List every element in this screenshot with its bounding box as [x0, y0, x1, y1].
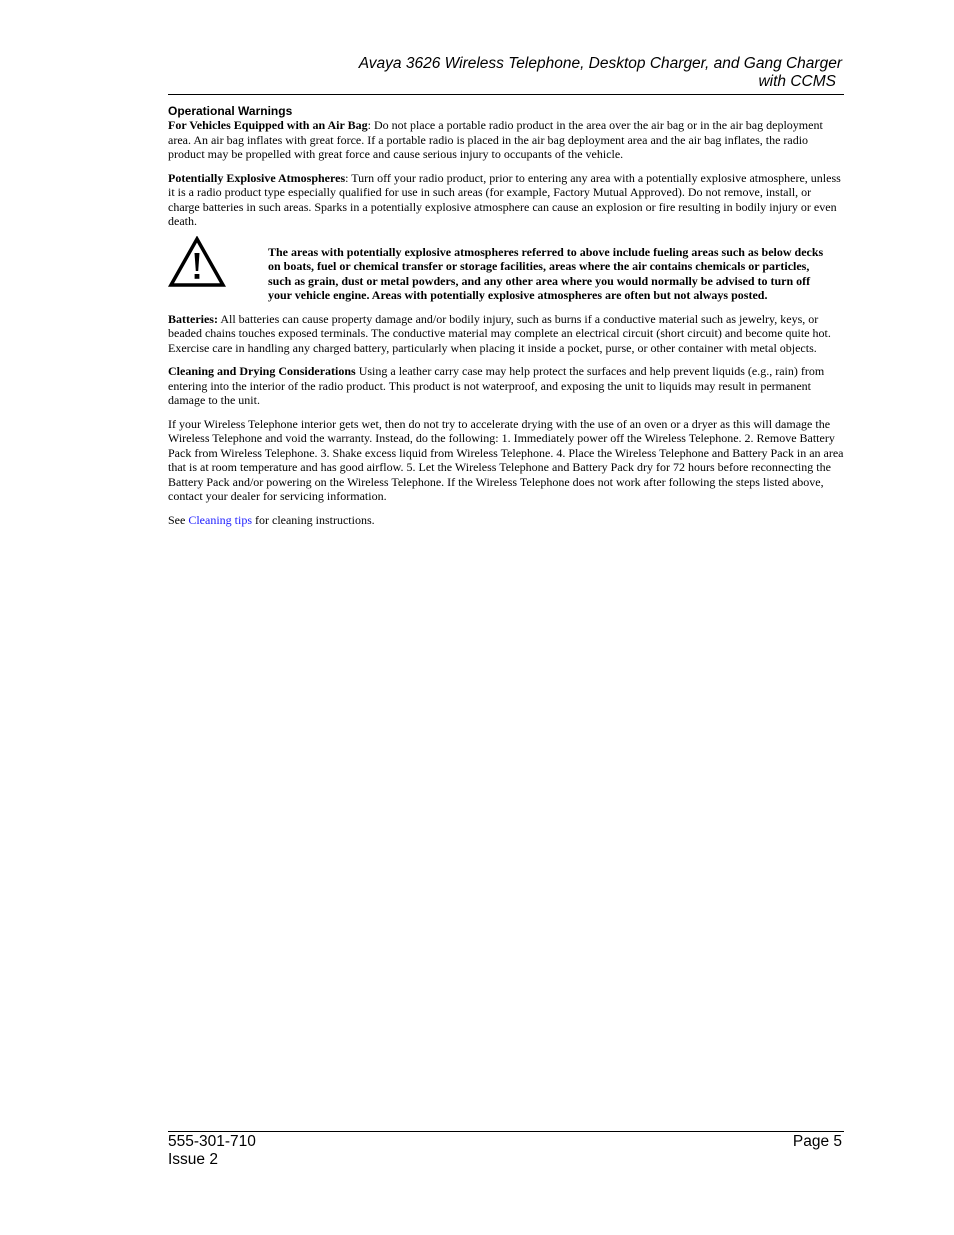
warning-callout: [168, 245, 844, 303]
footer-divider: [168, 1131, 844, 1132]
header-title-line1: Avaya 3626 Wireless Telephone, Desktop Charger, and Gang Charger: [358, 55, 842, 72]
wet-paragraph: If your Wireless Telephone interior gets wet, then do not try to accelerate drying with the use of an oven or a dryer as this will damage the Wireless Telephone and void the warranty. Instead, do the following: 1. Immediately power off the Wireless Telephone. 2. Remove Battery Pack from Wireless Telephone. 3. Shake excess liquid from Wireless Telephone. 4. Place the Wireless Telephone and Battery Pack in an area that is at room temperature and has good airflow. 5. Let the Wireless Telephone and Battery Pack dry for 72 hours before reconnecting the Battery Pack and/or powering on the Wireless Telephone. If the Wireless Telephone does not work after following the steps listed above, contact your dealer for servicing information.: [168, 416, 844, 503]
warning-note: The areas with potentially explosive atmospheres referred to above include fueling areas such as below decks on boats, fuel or chemical transfer or storage facilities, areas where the air contains chemicals or particles, such as grain, dust or metal powders, and any other area where you would normally be advised to turn off your vehicle engine. Areas with potentially explosive atmospheres are often but not always posted.: [268, 244, 824, 302]
batteries-lead: Batteries:: [168, 311, 218, 326]
doc-number: 555-301-710: [168, 1133, 256, 1150]
airbag-text: : Do not place a portable radio product in the area over the air bag or in the air bag deployment area. An air bag inflates with great force. If a portable radio is placed in the air bag deployment area and the air bag inflates, the radio product may be propelled with great force and cause serious injury to occupants of the vehicle.: [168, 118, 823, 161]
batteries-paragraph: [168, 312, 844, 356]
cleaning-paragraph: [168, 364, 844, 408]
explosive-text: : Turn off your radio product, prior to entering any area with a potentially explosive atmosphere, unless it is a radio product type especially qualified for use in such areas (for example, Factory Mutual Approved). Do not remove, install, or charge batteries in such areas. Sparks in a potentially explosive atmosphere can cause an explosion or fire resulting in bodily injury or even death.: [168, 170, 841, 228]
page-footer: [168, 1133, 844, 1169]
see-paragraph: [168, 513, 844, 528]
airbag-paragraph: [168, 118, 844, 162]
airbag-lead: For Vehicles Equipped with an Air Bag: [168, 118, 368, 132]
header-title-line2: with CCMS: [758, 73, 836, 90]
header-divider: [168, 94, 844, 95]
warning-triangle-icon: [168, 245, 268, 303]
cleaning-lead: Cleaning and Drying Considerations: [168, 364, 356, 378]
cleaning-tips-link[interactable]: Cleaning tips: [188, 512, 252, 527]
page-content: [168, 103, 844, 536]
batteries-text: All batteries can cause property damage and/or bodily injury, such as burns if a conductive material such as jewelry, keys, or beaded chains touches exposed terminals. The conductive material may complete an electrical circuit (short circuit) and become quite hot. Exercise care in handling any charged battery, particularly when placing it inside a pocket, purse, or other container with metal objects.: [168, 311, 831, 355]
section-title: Operational Warnings: [168, 104, 293, 118]
issue-number: Issue 2: [168, 1151, 218, 1168]
see-prefix: See: [168, 512, 189, 527]
page-number: Page 5: [792, 1133, 842, 1150]
cleaning-text: Using a leather carry case may help protect the surfaces and help prevent liquids (e.g., rain) from entering into the interior of the radio product. This product is not waterproof, and exposing the unit to liquids may result in permanent damage to the unit.: [168, 364, 825, 407]
page-header: [168, 55, 844, 91]
explosive-paragraph: [168, 171, 844, 229]
explosive-lead: Potentially Explosive Atmospheres: [168, 170, 346, 185]
see-suffix: for cleaning instructions.: [252, 512, 375, 527]
